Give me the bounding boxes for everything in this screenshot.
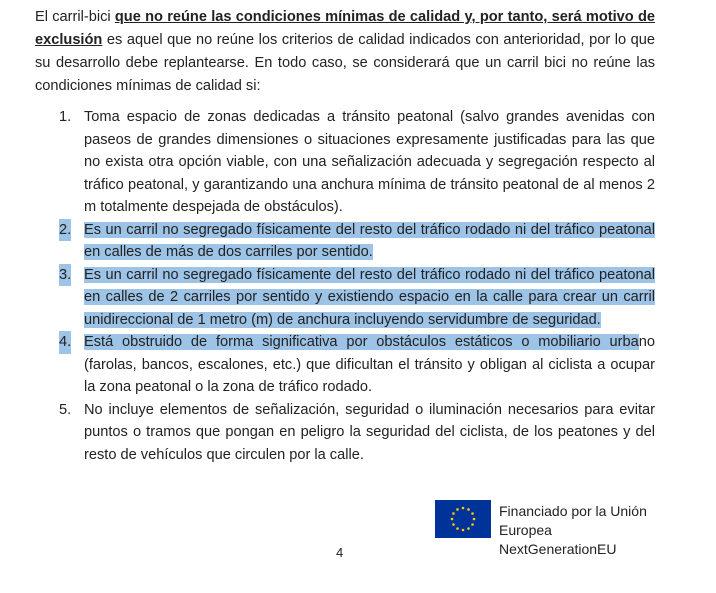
eu-flag-icon [435,500,491,538]
eu-star-icon [456,508,459,511]
intro-text-end: es aquel que no reúne los criterios de calidad indicados con anterioridad, por lo que su desarrollo debe replantearse. En todo caso, se considerará que un carril bici no reúne las condiciones mínimas de calidad si: [35,32,655,94]
list-item-text: Toma espacio de zonas dedicadas a tránsito peatonal (salvo grandes avenidas con paseos de grandes dimensiones o situaciones expresamente justificadas para las que no exista otra opción viable, con una señalización adecuada y segregación respecto al tráfico peatonal, y garantizando una anchura mínima de tránsito peatonal de al menos 2 m totalmente despejada de obstáculos). [84,109,655,215]
list-item-text-highlighted: Es un carril no segregado físicamente del resto del tráfico rodado ni del tráfico peatonal en calles de más de dos carriles por sentido. [84,221,655,260]
list-item-text-highlighted: Está obstruido de forma significativa por obstáculos estáticos o mobiliario urba [84,334,639,350]
page-number: 4 [336,545,344,560]
list-item [35,331,655,399]
list-item [35,264,655,332]
list-number: 5. [59,401,72,418]
list-number: 1. [59,109,72,125]
list-number: 4. [59,331,71,354]
eu-funding-logo [435,500,700,557]
criteria-list [35,106,655,466]
list-item-text: No incluye elementos de señalización, seguridad o iluminación necesarios para evitar puntos o tramos que pongan en peligro la seguridad del ciclista, de los peatones y del resto de vehículos que circulen por la calle. [84,401,655,463]
eu-star-icon [452,512,455,515]
list-item-text-highlighted: Es un carril no segregado físicamente del resto del tráfico rodado ni del tráfico peatonal en calles de 2 carriles por sentido y existiendo espacio en la calle para crear un carril unidireccional de 1 metro (m) de anchura incluyendo servidumbre de seguridad. [84,266,655,328]
list-item [35,106,655,219]
list-item [35,219,655,264]
eu-star-icon [473,518,476,521]
intro-underlined-text: que no reúne las condiciones mínimas de calidad y, por tanto, será motivo de exclusión [35,9,655,48]
eu-star-icon [452,523,455,526]
list-item-text: no (farolas, bancos, escalones, etc.) que dificultan el tránsito y obligan al ciclista a ocupar la zona peatonal o la zona de tráfico rodado. [84,334,655,395]
eu-star-icon [467,508,470,511]
eu-star-icon [471,512,474,515]
intro-text-start: El carril-bici [35,9,115,25]
funding-line-1: Financiado por la Unión Europea [499,503,647,538]
eu-star-icon [462,529,465,532]
eu-star-icon [471,523,474,526]
eu-star-icon [462,507,465,510]
eu-star-icon [451,518,454,521]
funding-line-2: NextGenerationEU [499,541,617,557]
intro-paragraph [35,6,655,98]
list-number: 2. [59,219,71,242]
eu-star-icon [467,527,470,530]
funding-text [499,502,700,559]
list-item [35,399,655,467]
eu-star-icon [456,527,459,530]
list-number: 3. [59,264,71,287]
